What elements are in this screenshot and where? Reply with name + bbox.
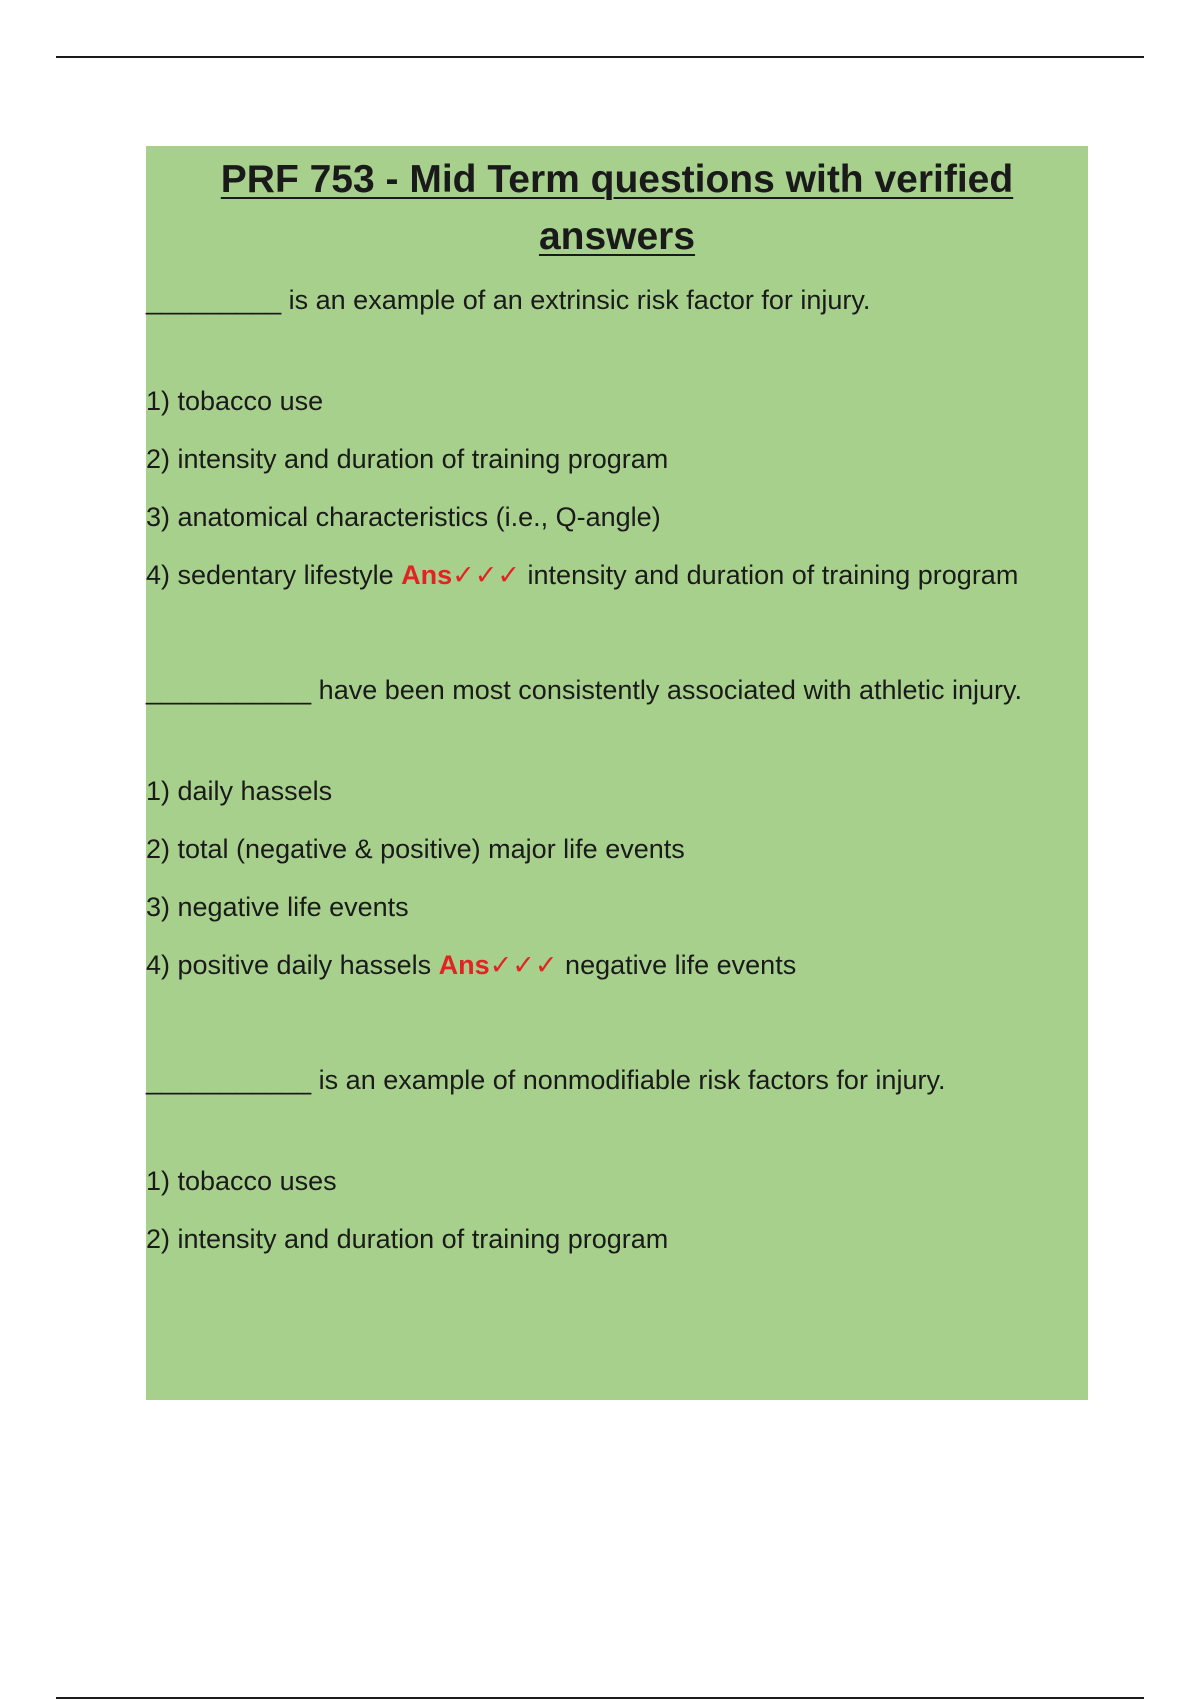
question-stem: _________ is an example of an extrinsic risk factor for injury. bbox=[146, 285, 871, 315]
question-stem: ___________ have been most consistently associated with athletic injury. bbox=[146, 675, 1023, 705]
answer-label: Ans bbox=[438, 950, 490, 980]
header-rule bbox=[56, 56, 1144, 58]
answer-option: 3) negative life events bbox=[146, 892, 409, 922]
answer-option: 1) tobacco uses bbox=[146, 1166, 337, 1196]
answer-option: 4) positive daily hassels bbox=[146, 950, 432, 980]
footer-rule bbox=[56, 1697, 1144, 1699]
answer-option: 3) anatomical characteristics (i.e., Q-angle) bbox=[146, 502, 661, 532]
document-panel bbox=[146, 146, 1088, 1400]
question-block-3 bbox=[146, 1059, 1088, 1261]
answer-option: 2) intensity and duration of training program bbox=[146, 444, 669, 474]
answer-option: 4) sedentary lifestyle bbox=[146, 560, 394, 590]
correct-answer-text: negative life events bbox=[557, 950, 797, 980]
question-block-2 bbox=[146, 669, 1088, 987]
answer-option: 1) daily hassels bbox=[146, 776, 333, 806]
answer-option: 2) total (negative & positive) major life events bbox=[146, 834, 685, 864]
question-stem: ___________ is an example of nonmodifiable risk factors for injury. bbox=[146, 1065, 946, 1095]
answer-label: Ans bbox=[401, 560, 453, 590]
question-block-1 bbox=[146, 279, 1088, 597]
answer-option-with-answer bbox=[146, 944, 1088, 987]
answer-option-with-answer bbox=[146, 554, 1088, 597]
checkmark-icon: ✓✓✓ bbox=[452, 560, 521, 590]
correct-answer-text: intensity and duration of training program bbox=[520, 560, 1019, 590]
checkmark-icon: ✓✓✓ bbox=[489, 950, 558, 980]
page-title: PRF 753 - Mid Term questions with verified answers bbox=[220, 158, 1014, 258]
answer-option: 1) tobacco use bbox=[146, 386, 324, 416]
answer-option: 2) intensity and duration of training program bbox=[146, 1224, 669, 1254]
